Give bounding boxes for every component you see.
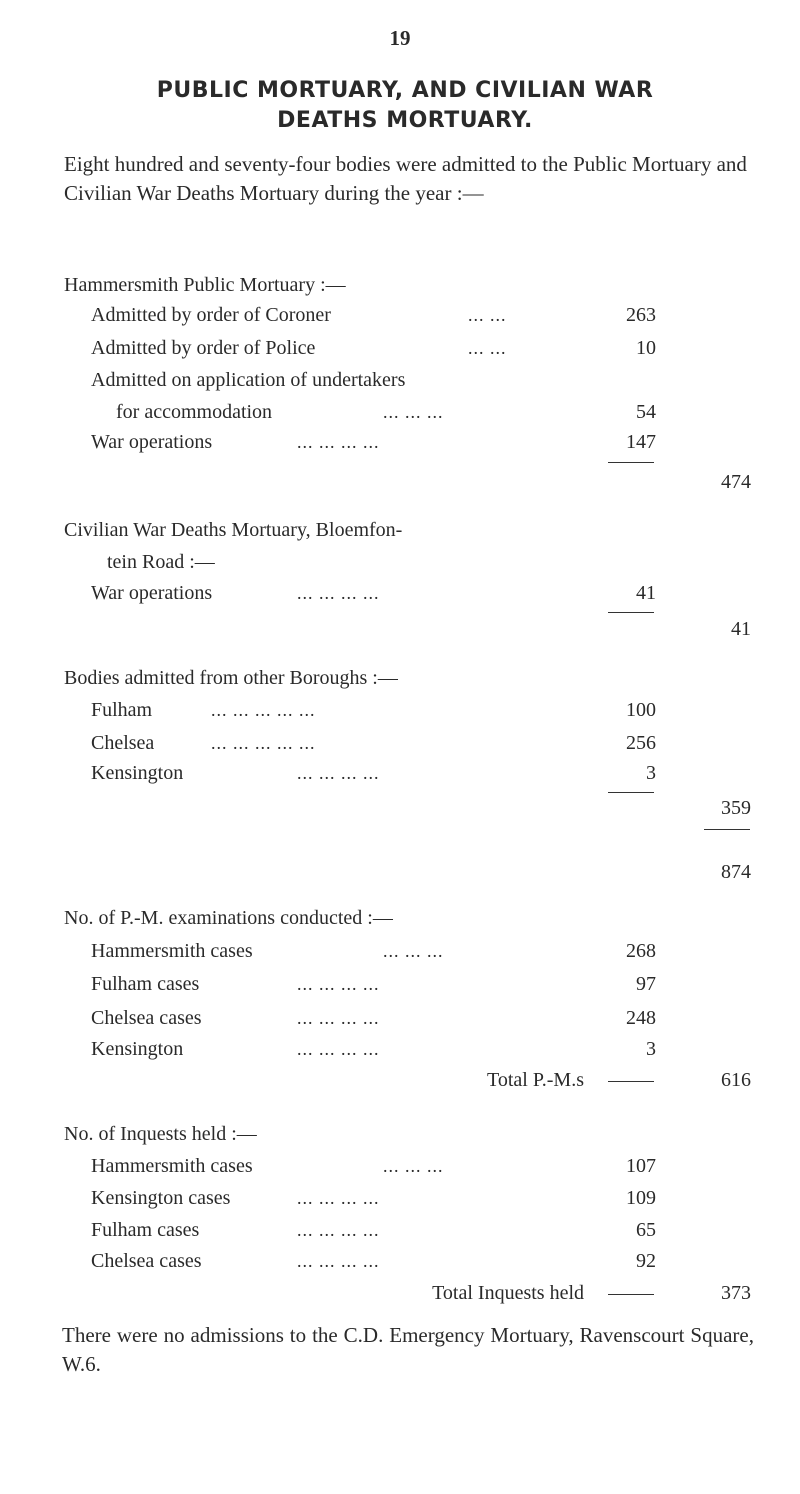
hammersmith-item-value: 10: [636, 337, 656, 359]
boroughs-section-title: Bodies admitted from other Boroughs :—: [64, 667, 398, 689]
borough-item-value: 100: [626, 699, 656, 721]
pm-item-value: 248: [626, 1007, 656, 1029]
borough-item-value: 256: [626, 732, 656, 754]
hammersmith-item-label: Admitted by order of Coroner: [91, 304, 331, 326]
leader-dots: ... ... ... ...: [297, 974, 380, 994]
hammersmith-item-label: for accommodation: [116, 401, 273, 423]
leader-dots: ... ... ...: [383, 1156, 444, 1176]
heading-line-1: PUBLIC MORTUARY, AND CIVILIAN WAR: [156, 78, 654, 103]
civilian-item-label: War operations: [91, 582, 213, 604]
civilian-section-title-line-1: Civilian War Deaths Mortuary, Bloemfon-: [64, 519, 403, 541]
pm-total: 616: [721, 1069, 751, 1091]
page-heading: [60, 76, 750, 136]
leader-dots: ... ... ... ...: [297, 1039, 380, 1059]
inquest-item-label: Kensington cases: [91, 1187, 231, 1209]
leader-dots: ... ... ... ...: [297, 1251, 380, 1271]
inquests-section-title: No. of Inquests held :—: [64, 1123, 257, 1145]
sum-rule: [608, 612, 654, 613]
hammersmith-subtotal: 474: [721, 471, 751, 493]
inquest-item-label: Chelsea cases: [91, 1250, 202, 1272]
sum-rule: [608, 792, 654, 793]
hammersmith-item-value: 263: [626, 304, 656, 326]
pm-section-title: No. of P.-M. examinations conducted :—: [64, 907, 393, 929]
pm-item-label: Hammersmith cases: [91, 940, 253, 962]
borough-item-label: Fulham: [91, 699, 153, 721]
sum-rule: [608, 1081, 654, 1082]
leader-dots: ... ... ...: [383, 941, 444, 961]
civilian-section-title-line-2: tein Road :—: [107, 551, 215, 573]
hammersmith-item-value: 54: [636, 401, 656, 423]
leader-dots: ... ... ... ...: [297, 432, 380, 452]
inquest-item-value: 65: [636, 1219, 656, 1241]
leader-dots: ... ...: [468, 305, 507, 325]
sum-rule: [608, 462, 654, 463]
boroughs-subtotal: 359: [721, 797, 751, 819]
leader-dots: ... ... ... ... ...: [211, 733, 316, 753]
inquest-item-value: 92: [636, 1250, 656, 1272]
leader-dots: ... ... ... ...: [297, 583, 380, 603]
sum-rule: [608, 1294, 654, 1295]
grand-total-rule: [704, 829, 750, 830]
leader-dots: ... ... ... ...: [297, 1188, 380, 1208]
leader-dots: ... ...: [468, 338, 507, 358]
hammersmith-item-label: Admitted on application of undertakers: [91, 369, 406, 391]
leader-dots: ... ... ... ... ...: [211, 700, 316, 720]
hammersmith-item-label: Admitted by order of Police: [91, 337, 316, 359]
leader-dots: ... ... ... ...: [297, 1008, 380, 1028]
borough-item-label: Chelsea: [91, 732, 155, 754]
borough-item-label: Kensington: [91, 762, 184, 784]
intro-paragraph: Eight hundred and seventy-four bodies were admitted to the Public Mortuary and Civilian War Deaths Mortuary during the year :—: [64, 152, 747, 205]
hammersmith-item-value: 147: [626, 431, 656, 453]
inquests-total-label: Total Inquests held: [432, 1282, 584, 1304]
hammersmith-item-label: War operations: [91, 431, 213, 453]
pm-total-label: Total P.-M.s: [487, 1069, 584, 1091]
leader-dots: ... ... ... ...: [297, 763, 380, 783]
inquest-item-value: 107: [626, 1155, 656, 1177]
inquests-total: 373: [721, 1282, 751, 1304]
leader-dots: ... ... ... ...: [297, 1220, 380, 1240]
borough-item-value: 3: [646, 762, 656, 784]
pm-item-value: 3: [646, 1038, 656, 1060]
pm-item-label: Kensington: [91, 1038, 184, 1060]
civilian-item-value: 41: [636, 582, 656, 604]
page-number: 19: [389, 26, 411, 50]
inquest-item-value: 109: [626, 1187, 656, 1209]
pm-item-value: 268: [626, 940, 656, 962]
closing-paragraph: There were no admissions to the C.D. Emergency Mortuary, Ravenscourt Square, W.6.: [62, 1323, 754, 1376]
pm-item-label: Fulham cases: [91, 973, 200, 995]
leader-dots: ... ... ...: [383, 402, 444, 422]
civilian-subtotal: 41: [731, 618, 751, 640]
inquest-item-label: Hammersmith cases: [91, 1155, 253, 1177]
pm-item-value: 97: [636, 973, 656, 995]
pm-item-label: Chelsea cases: [91, 1007, 202, 1029]
hammersmith-section-title: Hammersmith Public Mortuary :—: [64, 274, 346, 296]
grand-total: 874: [721, 861, 751, 883]
heading-line-2: DEATHS MORTUARY.: [277, 108, 533, 133]
inquest-item-label: Fulham cases: [91, 1219, 200, 1241]
